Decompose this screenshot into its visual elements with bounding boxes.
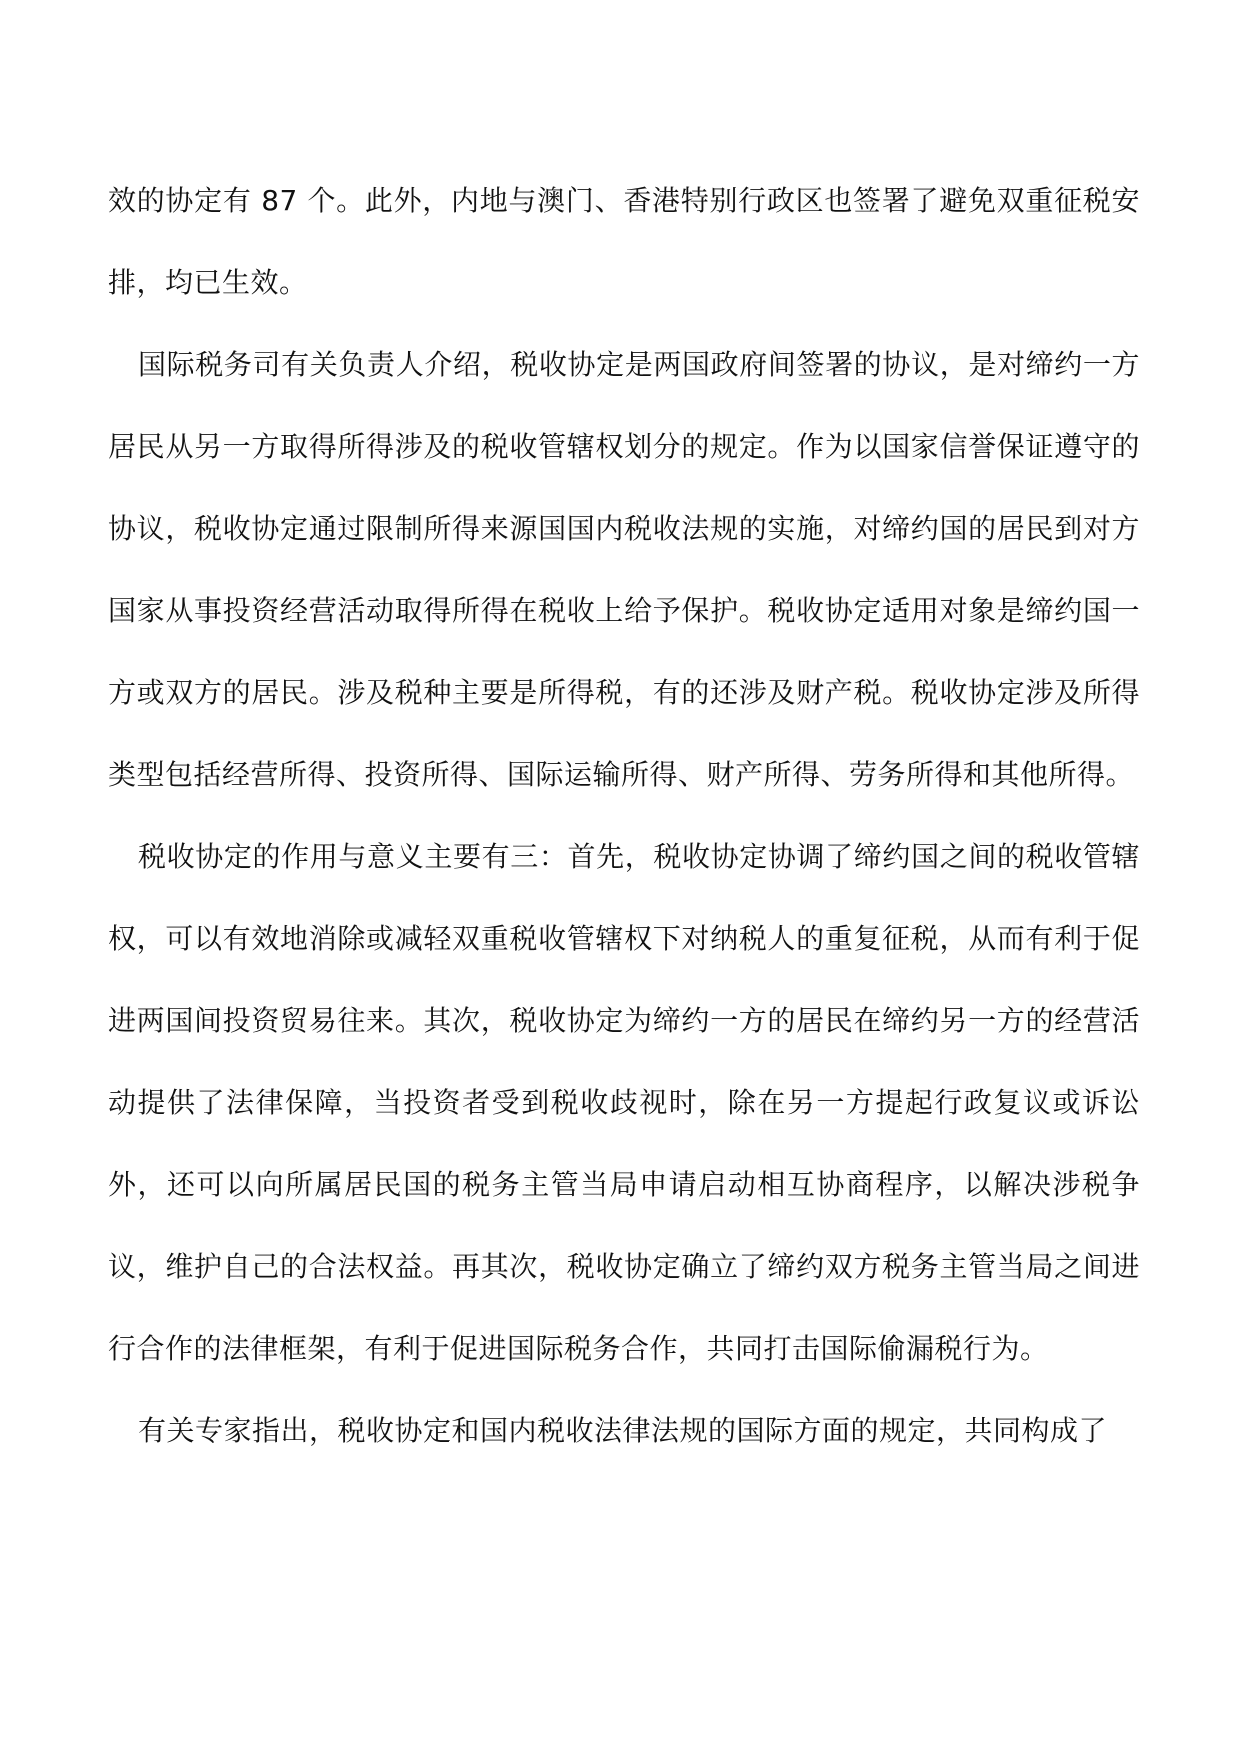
paragraph-3: 税收协定的作用与意义主要有三：首先，税收协定协调了缔约国之间的税收管辖权，可以有效地消除或减轻双重税收管辖权下对纳税人的重复征税，从而有利于促进两国间投资贸易往来。其次，税收协定为缔约一方的居民在缔约另一方的经营活动提供了法律保障，当投资者受到税收歧视时，除在另一方提起行政复议或诉讼外，还可以向所属居民国的税务主管当局申请启动相互协商程序，以解决涉税争议，维护自己的合法权益。再其次，税收协定确立了缔约双方税务主管当局之间进行合作的法律框架，有利于促进国际税务合作，共同打击国际偷漏税行为。	[108, 840, 1140, 1365]
body-text	[108, 160, 1140, 1472]
paragraph-4: 有关专家指出，税收协定和国内税收法律法规的国际方面的规定，共同构成了	[138, 1414, 1108, 1447]
paragraph-2: 国际税务司有关负责人介绍，税收协定是两国政府间签署的协议，是对缔约一方居民从另一方取得所得涉及的税收管辖权划分的规定。作为以国家信誉保证遵守的协议，税收协定通过限制所得来源国国内税收法规的实施，对缔约国的居民到对方国家从事投资经营活动取得所得在税收上给予保护。税收协定适用对象是缔约国一方或双方的居民。涉及税种主要是所得税，有的还涉及财产税。税收协定涉及所得类型包括经营所得、投资所得、国际运输所得、财产所得、劳务所得和其他所得。	[108, 348, 1140, 791]
paragraph-1: 效的协定有 87 个。此外，内地与澳门、香港特别行政区也签署了避免双重征税安排，均已生效。	[108, 184, 1140, 299]
